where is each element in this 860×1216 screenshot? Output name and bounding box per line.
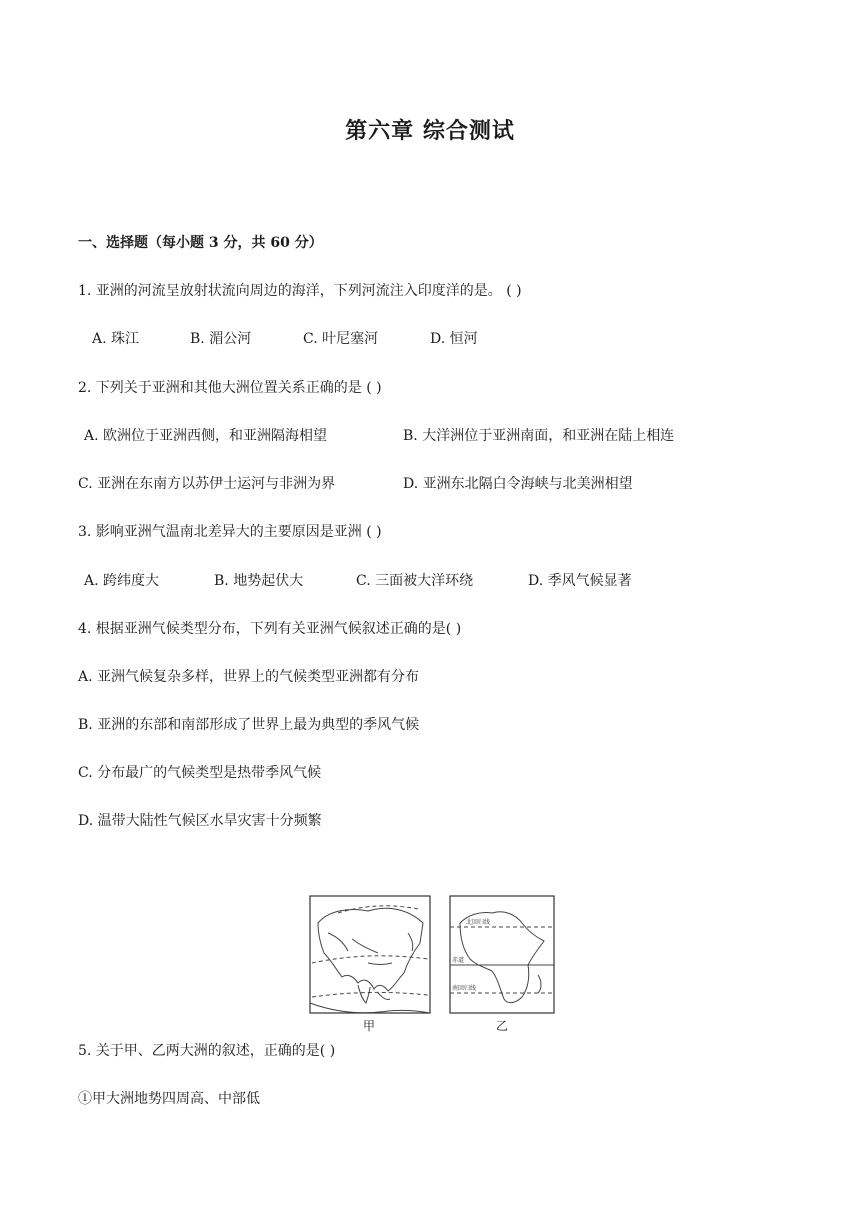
africa-map-frame [450,896,554,1013]
page-title: 第六章 综合测试 [345,118,515,144]
section-heading: 一、选择题（每小题 3 分，共 60 分） [78,235,323,251]
figure-label-jia: 甲 [363,1019,376,1033]
map-figure [308,893,558,1033]
question-2-option-a: A. 欧洲位于亚洲西侧，和亚洲隔海相望 [84,428,328,444]
question-1-option-a: A. 珠江 [92,331,140,347]
question-3-option-d: D. 季风气候显著 [528,573,632,589]
question-3-option-c: C. 三面被大洋环绕 [356,573,474,589]
question-3-stem: 3. 影响亚洲气温南北差异大的主要原因是亚洲 ( ) [78,524,382,540]
figure-label-yi: 乙 [496,1019,509,1033]
question-1-option-c: C. 叶尼塞河 [303,331,379,347]
question-2-option-d: D. 亚洲东北隔白令海峡与北美洲相望 [403,476,633,492]
question-3-option-b: B. 地势起伏大 [214,573,304,589]
question-4-option-d: D. 温带大陆性气候区水旱灾害十分频繁 [78,813,322,829]
question-5-item-1: ①甲大洲地势四周高、中部低 [78,1091,260,1107]
map-label-tropic-cancer: 北回归线 [466,919,491,926]
question-3-option-a: A. 跨纬度大 [84,573,160,589]
question-1-option-d: D. 恒河 [430,331,478,347]
map-label-equator: 赤道 [452,957,465,964]
question-4-option-b: B. 亚洲的东部和南部形成了世界上最为典型的季风气候 [78,717,420,733]
question-4-stem: 4. 根据亚洲气候类型分布，下列有关亚洲气候叙述正确的是( ) [78,621,462,637]
question-1-option-b: B. 湄公河 [190,331,252,347]
question-5-stem: 5. 关于甲、乙两大洲的叙述，正确的是( ) [78,1043,336,1059]
question-2-stem: 2. 下列关于亚洲和其他大洲位置关系正确的是 ( ) [78,380,382,396]
map-label-tropic-capricorn: 南回归线 [452,985,477,992]
map-figure-svg [308,893,558,1033]
question-2-option-c: C. 亚洲在东南方以苏伊士运河与非洲为界 [78,476,336,492]
question-2-option-b: B. 大洋洲位于亚洲南面，和亚洲在陆上相连 [403,428,675,444]
question-4-option-a: A. 亚洲气候复杂多样，世界上的气候类型亚洲都有分布 [78,669,420,685]
question-1-stem: 1. 亚洲的河流呈放射状流向周边的海洋，下列河流注入印度洋的是。 ( ) [78,283,522,299]
question-4-option-c: C. 分布最广的气候类型是热带季风气候 [78,765,322,781]
